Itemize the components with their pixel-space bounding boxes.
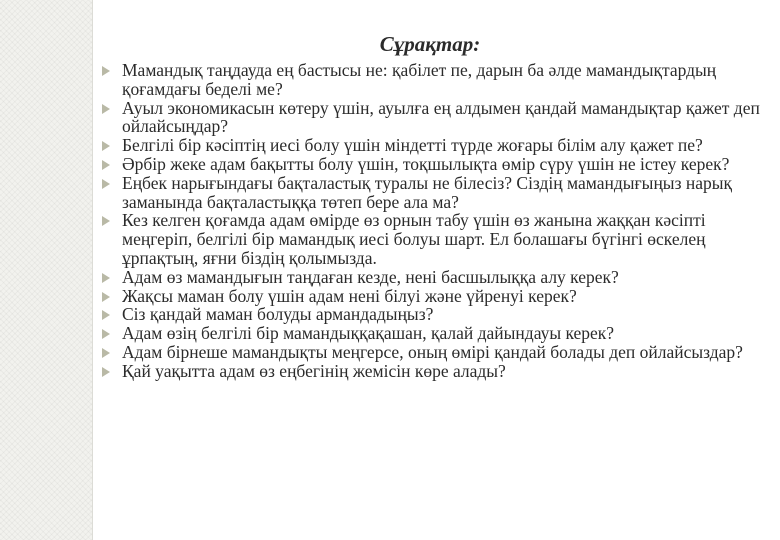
- triangle-bullet-icon: [102, 348, 110, 358]
- question-text: Еңбек нарығындағы бақталастық туралы не білесіз? Сіздің мамандығыңыз нарық заманында бақталастыққа төтеп бере ала ма?: [122, 172, 732, 212]
- question-text: Жақсы маман болу үшін адам нені білуі және үйренуі керек?: [122, 285, 577, 306]
- list-item: [96, 99, 768, 137]
- triangle-bullet-icon: [102, 329, 110, 339]
- question-text: Әрбір жеке адам бақытты болу үшін, тоқшылықта өмір сүру үшін не істеу керек?: [122, 153, 730, 174]
- triangle-bullet-icon: [102, 273, 110, 283]
- list-item: [96, 343, 768, 362]
- question-text: Белгілі бір кәсіптің иесі болу үшін міндетті түрде жоғары білім алу қажет пе?: [122, 135, 703, 156]
- question-text: Адам өз мамандығын таңдаған кезде, нені басшылыққа алу керек?: [122, 266, 619, 287]
- page-title: Сұрақтар:: [379, 32, 481, 56]
- question-text: Сіз қандай маман болуды армандадыңыз?: [122, 304, 434, 325]
- list-item: [96, 287, 768, 306]
- question-text: Қай уақытта адам өз еңбегінің жемісін көре алады?: [122, 360, 506, 381]
- list-item: [96, 136, 768, 155]
- question-text: Кез келген қоғамда адам өмірде өз орнын табу үшін өз жанына жаққан кәсіпті меңгеріп, белгілі бір мамандық иесі болуы шарт. Ел болашағы бүгінгі өскелең ұрпақтың, яғни біздің қолымызда.: [122, 210, 706, 268]
- side-divider: [92, 0, 93, 540]
- triangle-bullet-icon: [102, 179, 110, 189]
- questions-list: [96, 61, 768, 381]
- list-item: [96, 61, 768, 99]
- triangle-bullet-icon: [102, 367, 110, 377]
- triangle-bullet-icon: [102, 66, 110, 76]
- triangle-bullet-icon: [102, 141, 110, 151]
- triangle-bullet-icon: [102, 160, 110, 170]
- question-text: Мамандық таңдауда ең бастысы не: қабілет пе, дарын ба әлде мамандықтардың қоғамдағы беделі ме?: [122, 60, 717, 99]
- decorative-side-strip: [0, 0, 92, 540]
- question-text: Ауыл экономикасын көтеру үшін, ауылға ең алдымен қандай мамандықтар қажет деп ойлайсыңдар?: [122, 97, 760, 137]
- list-item: [96, 362, 768, 381]
- list-item: [96, 211, 768, 267]
- list-item: [96, 324, 768, 343]
- question-text: Адам өзің белгілі бір мамандыққақашан, қалай дайындауы керек?: [122, 323, 615, 344]
- triangle-bullet-icon: [102, 216, 110, 226]
- list-item: [96, 305, 768, 324]
- list-item: [96, 268, 768, 287]
- list-item: [96, 174, 768, 212]
- triangle-bullet-icon: [102, 310, 110, 320]
- question-text: Адам бірнеше мамандықты меңгерсе, оның өмірі қандай болады деп ойлайсыздар?: [122, 341, 743, 362]
- triangle-bullet-icon: [102, 292, 110, 302]
- triangle-bullet-icon: [102, 104, 110, 114]
- list-item: [96, 155, 768, 174]
